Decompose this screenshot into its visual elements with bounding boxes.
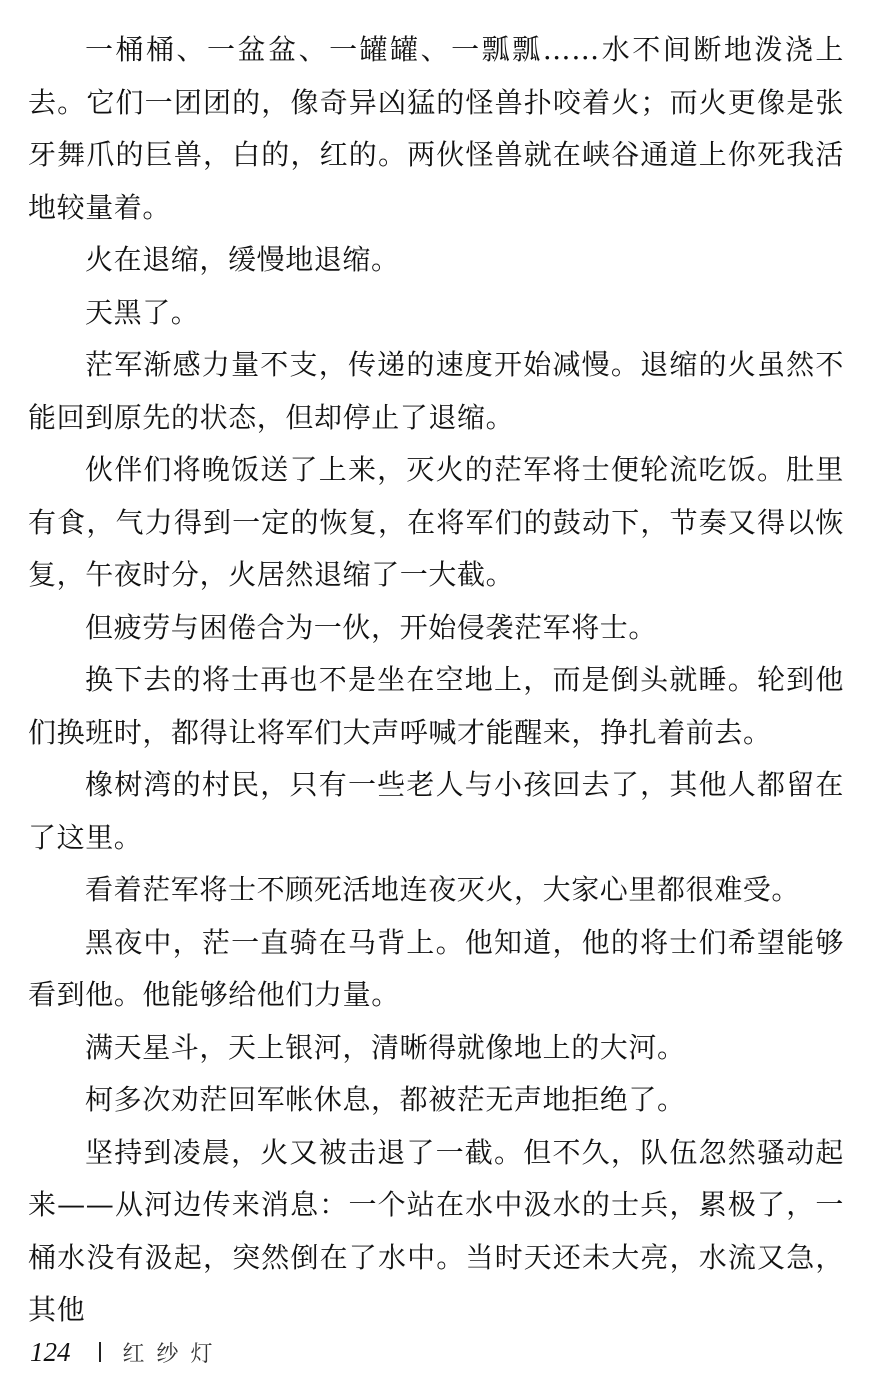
paragraph: 一桶桶、一盆盆、一罐罐、一瓢瓢……水不间断地泼浇上去。它们一团团的，像奇异凶猛的怪兽扑咬着火；而火更像是张牙舞爪的巨兽，白的，红的。两伙怪兽就在峡谷通道上你死我活地较量着。 [28, 33, 844, 224]
paragraph: 茫军渐感力量不支，传递的速度开始减慢。退缩的火虽然不能回到原先的状态，但却停止了退缩。 [28, 348, 844, 434]
page-number: 124 [30, 1336, 71, 1367]
paragraph: 但疲劳与困倦合为一伙，开始侵袭茫军将士。 [85, 610, 658, 644]
paragraph: 橡树湾的村民，只有一些老人与小孩回去了，其他人都留在了这里。 [28, 768, 844, 854]
paragraph: 看着茫军将士不顾死活地连夜灭火，大家心里都很难受。 [85, 873, 801, 906]
paragraph: 黑夜中，茫一直骑在马背上。他知道，他的将士们希望能够看到他。他能够给他们力量。 [28, 925, 844, 1011]
paragraph: 满天星斗，天上银河，清晰得就像地上的大河。 [85, 1030, 686, 1064]
paragraph: 天黑了。 [85, 295, 200, 329]
paragraph: 柯多次劝茫回军帐休息，都被茫无声地拒绝了。 [85, 1083, 686, 1116]
footer-divider [99, 1342, 101, 1362]
book-title: 红纱灯 [122, 1341, 225, 1367]
paragraph: 火在退缩，缓慢地退缩。 [85, 243, 400, 276]
page-footer [30, 1332, 225, 1372]
paragraph: 伙伴们将晚饭送了上来，灭火的茫军将士便轮流吃饭。肚里有食，气力得到一定的恢复，在将军们的鼓动下，节奏又得以恢复，午夜时分，火居然退缩了一大截。 [28, 453, 844, 591]
paragraph: 坚持到凌晨，火又被击退了一截。但不久，队伍忽然骚动起来——从河边传来消息：一个站在水中汲水的士兵，累极了，一桶水没有汲起，突然倒在了水中。当时天还未大亮，水流又急，其他 [28, 1135, 844, 1326]
page-body [28, 24, 844, 1337]
paragraph: 换下去的将士再也不是坐在空地上，而是倒头就睡。轮到他们换班时，都得让将军们大声呼喊才能醒来，挣扎着前去。 [28, 663, 844, 749]
